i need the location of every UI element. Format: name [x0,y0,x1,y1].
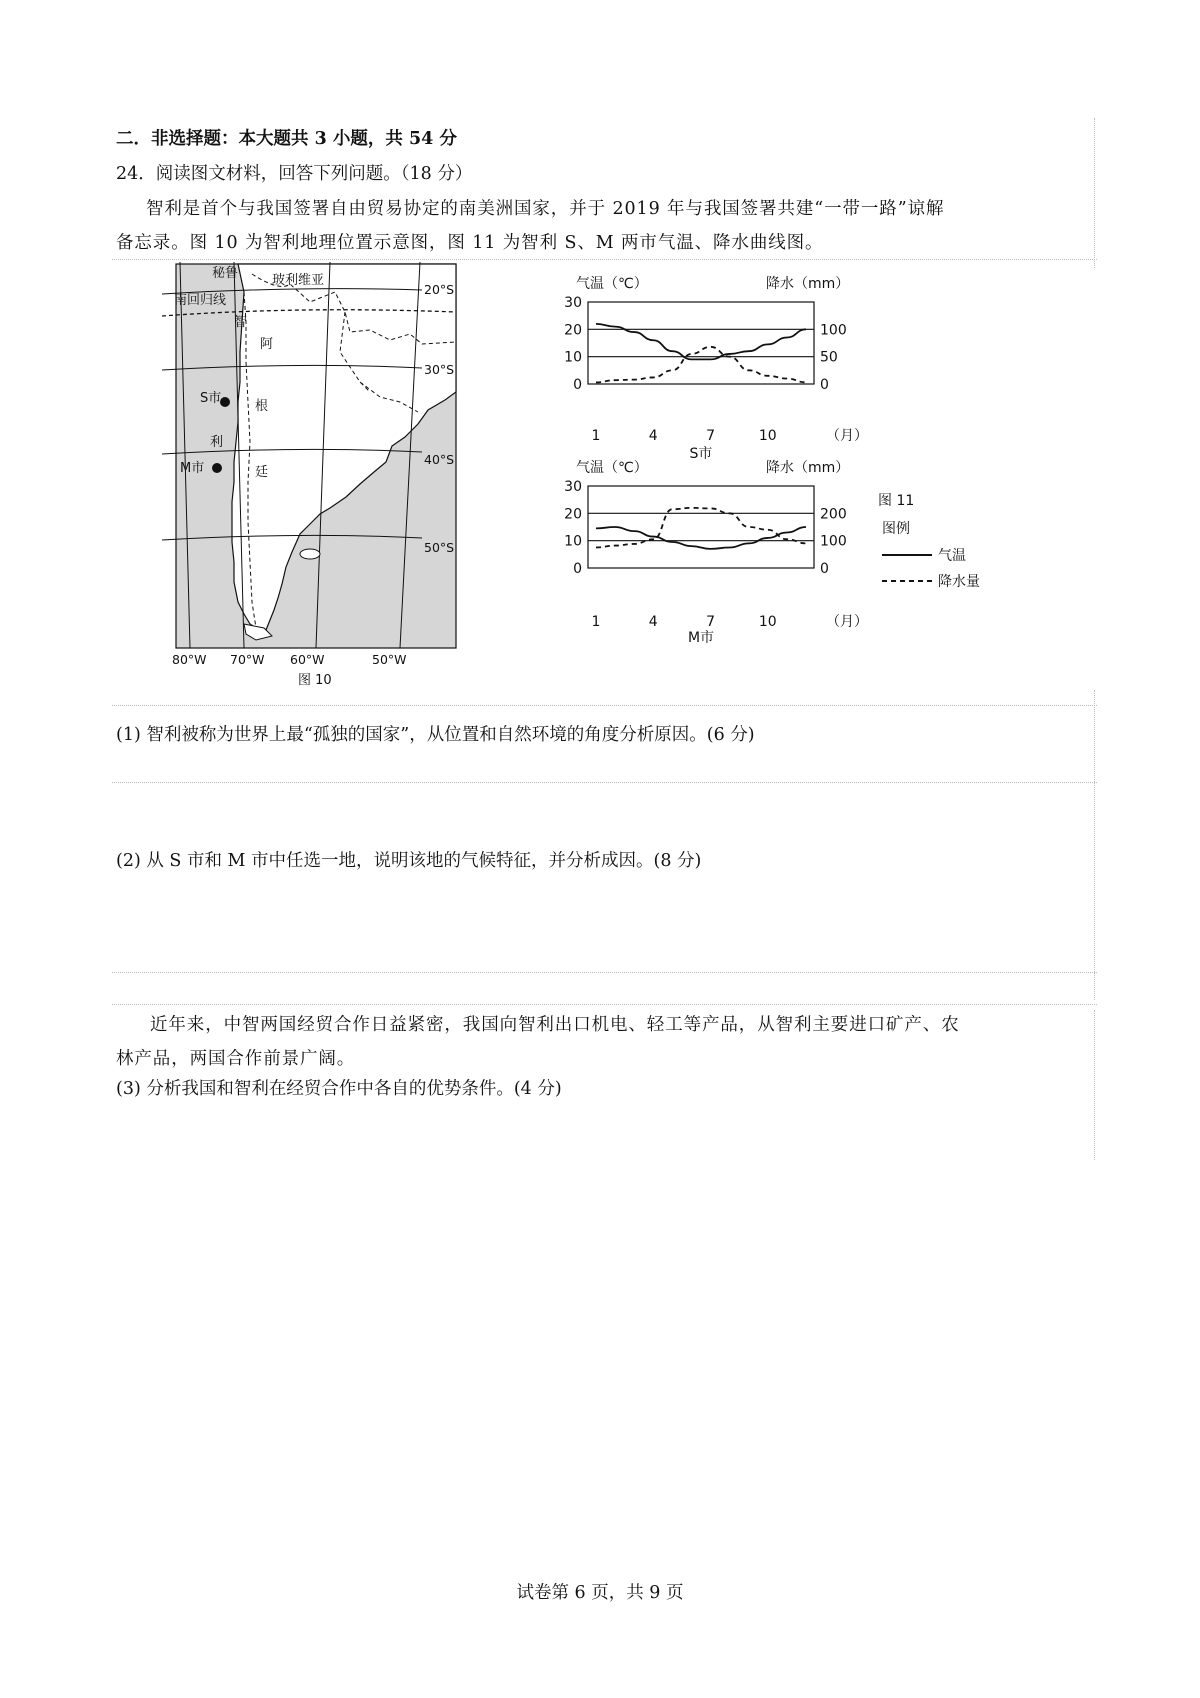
margin-dotted-line [1094,1010,1095,1160]
s-city-plot-frame [588,302,814,384]
legend-precip-label: 降水量 [938,574,980,590]
m-city-temperature-line [596,527,806,549]
material-line-2: 林产品，两国合作前景广阔。 [116,1049,356,1069]
s-city-y-right-label: 降水（mm） [766,276,850,292]
sub-question-1: (1) 智利被称为世界上最“孤独的国家”，从位置和自然环境的角度分析原因。(6 分) [116,725,755,745]
s-city-y-left-label: 气温（℃） [576,276,648,292]
map-caption: 图 10 [298,673,332,688]
chile-location-map [160,262,490,692]
s-city-y-left-tick: 20 [564,322,582,339]
m-city-y-left-tick: 30 [564,479,582,495]
label-bolivia: 玻利维亚 [272,273,325,288]
climate-charts [560,268,980,668]
legend-title: 图例 [882,521,910,537]
m-city-y-right-tick: 100 [820,533,847,550]
m-city-x-tick: 4 [648,614,658,630]
lat-label-20s: 20°S [424,282,455,297]
intro-line-1: 智利是首个与我国签署自由贸易协定的南美洲国家，并于 2019 年与我国签署共建“一带一路”谅解 [146,199,945,219]
s-city-y-left-tick: 10 [564,349,582,366]
s-city-x-unit: （月） [826,428,868,444]
s-city-precipitation-line [596,347,806,383]
margin-dotted-line [1094,690,1095,1000]
answer-line [112,1004,1097,1005]
label-m-city: M市 [180,461,205,476]
answer-line [112,972,1097,973]
m-city-y-right-tick: 200 [820,506,847,523]
label-chile-1: 智 [234,315,248,330]
sub-question-2: (2) 从 S 市和 M 市中任选一地，说明该地的气候特征，并分析成因。(8 分) [116,851,702,871]
s-city-caption: S市 [689,446,713,462]
lon-label-70w: 70°W [230,652,265,667]
m-city-y-left-tick: 0 [573,561,582,577]
lat-label-40s: 40°S [424,452,455,467]
lat-label-50s: 50°S [424,540,455,555]
s-city-x-tick: 4 [648,428,658,444]
label-tropic: 南回归线 [174,293,227,308]
label-argentina-2: 根 [255,399,269,414]
s-city-x-tick: 7 [706,428,716,444]
m-city-plot-frame [588,486,814,568]
lon-label-50w: 50°W [372,652,407,667]
label-chile-2: 利 [210,435,224,450]
label-s-city: S市 [200,391,222,406]
s-city-y-left-tick: 30 [564,295,582,311]
m-city-caption: M市 [687,630,715,646]
material-line-1: 近年来，中智两国经贸合作日益紧密，我国向智利出口机电、轻工等产品，从智利主要进口矿产、农 [150,1015,960,1035]
s-city-y-right-tick: 0 [820,377,829,393]
page-footer: 试卷第 6 页，共 9 页 [516,1583,684,1603]
m-city-y-right-tick: 0 [820,561,829,577]
label-argentina-3: 廷 [255,465,269,480]
m-city-x-unit: （月） [826,614,868,630]
intro-line-2: 备忘录。图 10 为智利地理位置示意图，图 11 为智利 S、M 两市气温、降水曲线图。 [116,233,824,253]
sub-question-3: (3) 分析我国和智利在经贸合作中各自的优势条件。(4 分) [116,1079,562,1099]
m-city-y-left-tick: 10 [564,533,582,550]
m-city-dot [212,463,222,473]
lon-label-80w: 80°W [172,652,207,667]
m-city-x-tick: 1 [591,614,601,630]
margin-dotted-line [1094,118,1095,268]
question-heading: 24．阅读图文材料，回答下列问题。（18 分） [116,164,473,184]
s-city-x-tick: 10 [758,428,777,444]
m-city-y-left-label: 气温（℃） [576,460,648,476]
lat-label-30s: 30°S [424,362,455,377]
lon-label-60w: 60°W [290,652,325,667]
chart-legend [882,545,1002,595]
m-city-x-tick: 7 [706,614,716,630]
falkland-islands [300,549,320,559]
s-city-x-tick: 1 [591,428,601,444]
answer-area-divider [112,259,1097,260]
s-city-dot [220,397,230,407]
label-peru: 秘鲁 [212,266,239,281]
m-city-y-right-label: 降水（mm） [766,460,850,476]
m-city-x-tick: 10 [758,614,777,630]
m-city-y-left-tick: 20 [564,506,582,523]
label-argentina-1: 阿 [260,337,274,352]
section-title: 二．非选择题：本大题共 3 小题，共 54 分 [116,129,457,149]
chart-caption: 图 11 [878,493,915,509]
s-city-y-right-tick: 100 [820,322,847,339]
legend-temp-label: 气温 [938,548,966,564]
answer-line [112,782,1097,783]
s-city-y-right-tick: 50 [820,349,838,366]
answer-area-divider [112,705,1097,706]
s-city-y-left-tick: 0 [573,377,582,393]
